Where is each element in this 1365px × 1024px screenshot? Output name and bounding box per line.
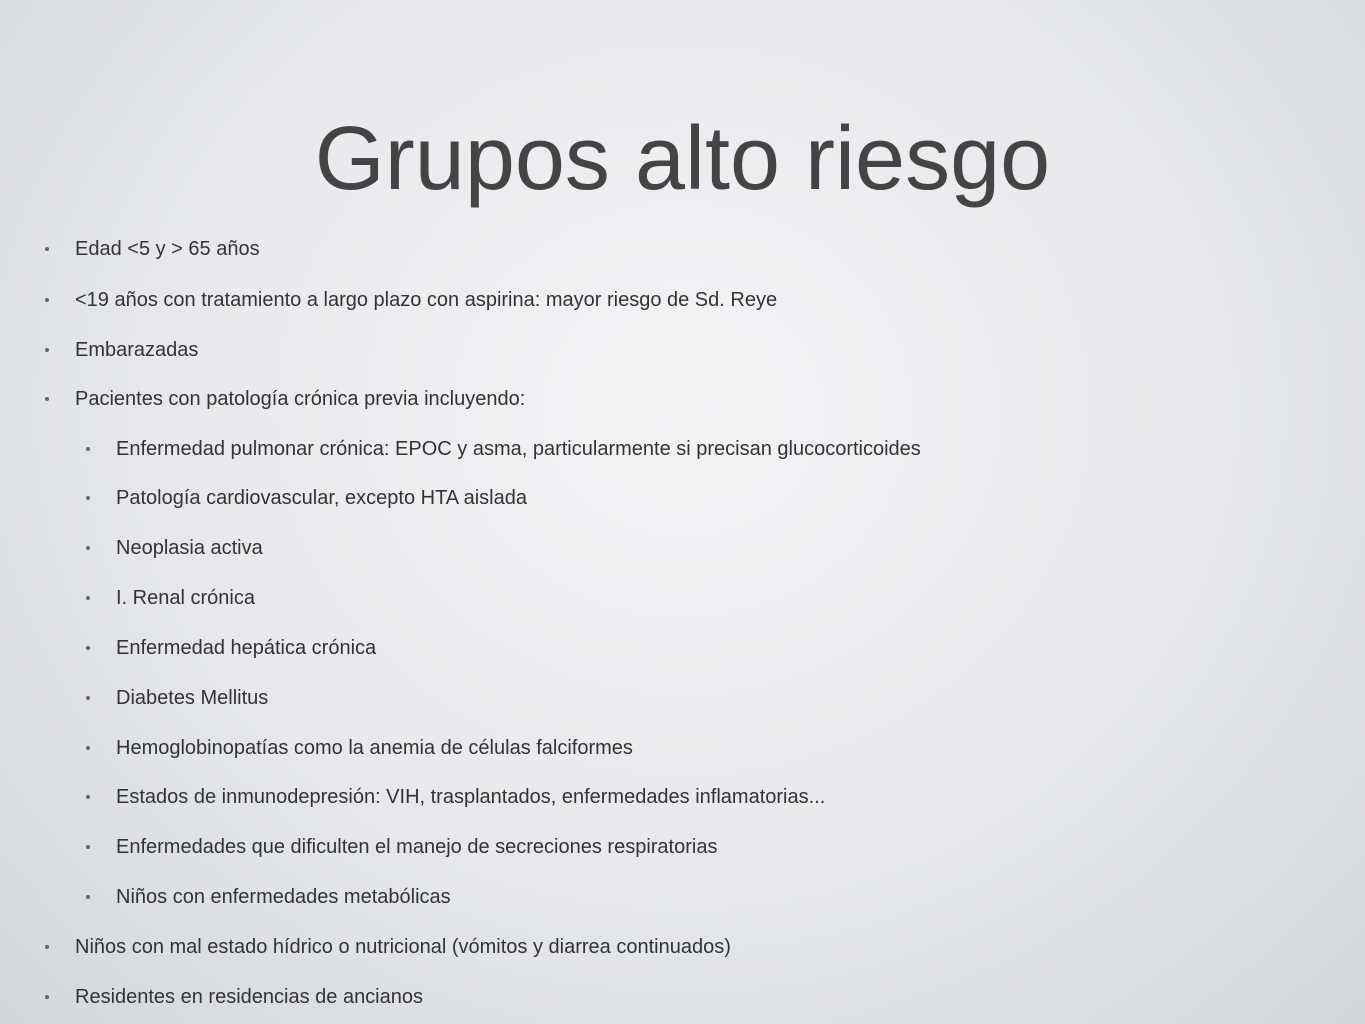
list-item-text: Edad <5 y > 65 años — [75, 238, 260, 260]
list-item — [116, 536, 263, 560]
bullet-icon — [86, 895, 90, 899]
list-item — [116, 835, 717, 859]
bullet-icon — [86, 795, 90, 799]
bullet-icon — [86, 496, 90, 500]
bullet-icon — [45, 298, 49, 302]
list-item — [116, 586, 255, 610]
list-item — [75, 288, 777, 312]
list-item — [116, 486, 527, 510]
list-item-text: Enfermedad hepática crónica — [116, 637, 377, 659]
list-item-text: Embarazadas — [75, 339, 199, 361]
bullet-icon — [86, 696, 90, 700]
list-item-text: Residentes en residencias de ancianos — [75, 986, 423, 1008]
list-item-text: Hemoglobinopatías como la anemia de células falciformes — [116, 737, 633, 759]
list-item — [75, 985, 423, 1009]
list-item-text: Niños con mal estado hídrico o nutricional (vómitos y diarrea continuados) — [75, 936, 731, 958]
bullet-icon — [86, 447, 90, 451]
list-item — [116, 686, 268, 710]
slide-title: Grupos alto riesgo — [314, 109, 1051, 209]
bullet-icon — [45, 995, 49, 999]
list-item-text: Enfermedad pulmonar crónica: EPOC y asma, particularmente si precisan glucocorticoides — [116, 438, 921, 460]
list-item-text: <19 años con tratamiento a largo plazo con aspirina: mayor riesgo de Sd. Reye — [75, 289, 778, 311]
list-item — [116, 736, 633, 760]
bullet-icon — [86, 646, 90, 650]
list-item-text: Niños con enfermedades metabólicas — [116, 886, 451, 908]
list-item-text: Diabetes Mellitus — [116, 687, 269, 709]
list-item-text: Enfermedades que dificulten el manejo de secreciones respiratorias — [116, 836, 718, 858]
list-item — [116, 785, 825, 809]
bullet-icon — [45, 348, 49, 352]
list-item — [75, 387, 525, 411]
list-item — [75, 237, 260, 261]
list-item-text: Estados de inmunodepresión: VIH, trasplantados, enfermedades inflamatorias... — [116, 786, 826, 808]
bullet-icon — [45, 945, 49, 949]
bullet-icon — [86, 746, 90, 750]
list-item — [116, 437, 921, 461]
list-item-text: Pacientes con patología crónica previa incluyendo: — [75, 388, 526, 410]
bullet-icon — [86, 596, 90, 600]
list-item-text: I. Renal crónica — [116, 587, 255, 609]
list-item-text: Neoplasia activa — [116, 537, 263, 559]
bullet-icon — [45, 247, 49, 251]
bullet-icon — [45, 397, 49, 401]
list-item-text: Patología cardiovascular, excepto HTA aislada — [116, 487, 527, 509]
bullet-icon — [86, 546, 90, 550]
list-item — [116, 885, 451, 909]
list-item — [75, 935, 731, 959]
bullet-icon — [86, 845, 90, 849]
list-item — [116, 636, 376, 660]
list-item — [75, 338, 198, 362]
